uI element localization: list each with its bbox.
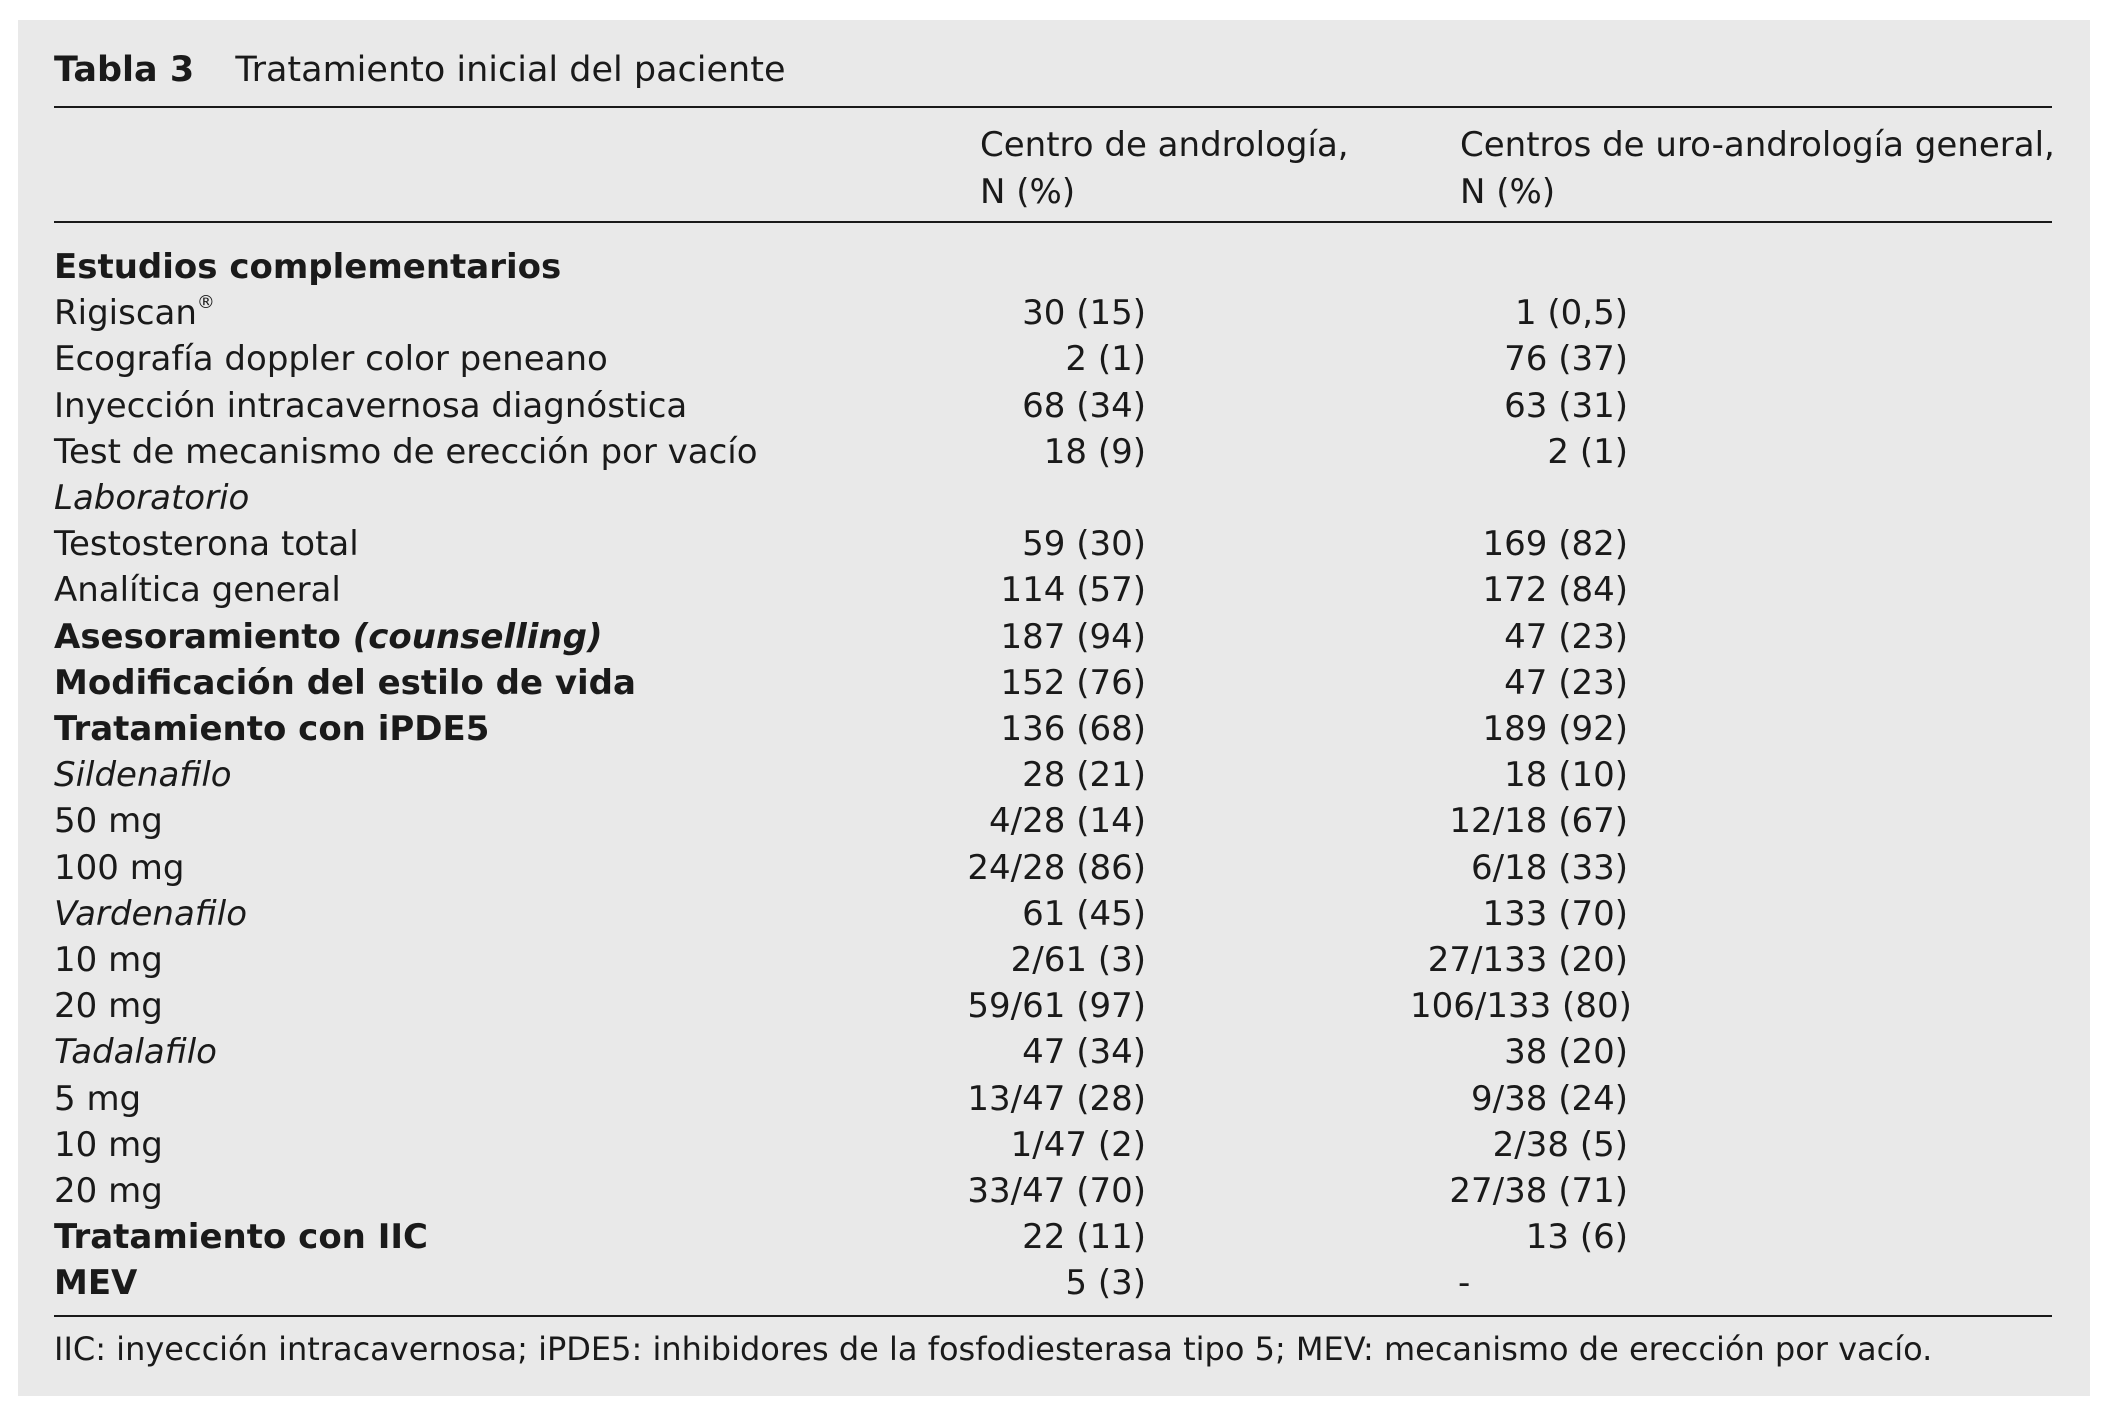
- table-row: [0, 1214, 2108, 1260]
- row-label: Testosterona total: [54, 524, 359, 564]
- row-label: Tratamiento con IIC: [54, 1217, 428, 1257]
- column-header-andrology-line2: N (%): [980, 172, 1076, 212]
- table-row: [0, 798, 2108, 844]
- row-label: Tadalafilo: [54, 1032, 217, 1072]
- row-value-uro-andrology: 2/38 (5): [1492, 1125, 1628, 1165]
- row-value-uro-andrology: -: [1458, 1263, 1471, 1303]
- row-value-andrology: 22 (11): [1022, 1217, 1146, 1257]
- row-value-uro-andrology: 13 (6): [1525, 1217, 1628, 1257]
- column-header-uro-andrology-line1: Centros de uro-andrología general,: [1460, 125, 2055, 165]
- row-label: Rigiscan®: [54, 291, 215, 333]
- row-value-andrology: 13/47 (28): [967, 1079, 1146, 1119]
- row-label: Analítica general: [54, 570, 341, 610]
- row-value-andrology: 2/61 (3): [1010, 940, 1146, 980]
- table-row: [0, 937, 2108, 983]
- row-label: Tratamiento con iPDE5: [54, 709, 490, 749]
- row-value-andrology: 5 (3): [1065, 1263, 1146, 1303]
- row-label: 20 mg: [54, 986, 163, 1026]
- row-value-andrology: 33/47 (70): [967, 1171, 1146, 1211]
- row-label: 5 mg: [54, 1079, 142, 1119]
- table-footnote: IIC: inyección intracavernosa; iPDE5: inhibidores de la fosfodiesterasa tipo 5; MEV: mecanismo de erección por vacío.: [54, 1330, 1933, 1368]
- row-value-uro-andrology: 2 (1): [1547, 432, 1628, 472]
- row-value-uro-andrology: 172 (84): [1482, 570, 1628, 610]
- row-value-uro-andrology: 47 (23): [1504, 617, 1628, 657]
- table-row: [0, 1122, 2108, 1168]
- table-row: [0, 383, 2108, 429]
- row-label: Ecografía doppler color peneano: [54, 339, 608, 379]
- table-label: Tabla 3: [54, 50, 195, 90]
- row-value-uro-andrology: 106/133 (80): [1410, 986, 1632, 1026]
- table-row: [0, 521, 2108, 567]
- row-value-andrology: 4/28 (14): [989, 801, 1146, 841]
- table-title: [54, 48, 785, 92]
- table-row: [0, 1168, 2108, 1214]
- table-row: [0, 614, 2108, 660]
- table-row: [0, 244, 2108, 290]
- row-label: Asesoramiento (counselling): [54, 617, 603, 657]
- row-label: Laboratorio: [54, 478, 250, 518]
- row-value-uro-andrology: 9/38 (24): [1471, 1079, 1628, 1119]
- row-value-uro-andrology: 76 (37): [1504, 339, 1628, 379]
- row-value-uro-andrology: 63 (31): [1504, 386, 1628, 426]
- column-header-andrology-line1: Centro de andrología,: [980, 125, 1349, 165]
- row-label: MEV: [54, 1263, 138, 1303]
- row-value-andrology: 59 (30): [1022, 524, 1146, 564]
- row-value-andrology: 68 (34): [1022, 386, 1146, 426]
- row-label: Inyección intracavernosa diagnóstica: [54, 386, 688, 426]
- row-value-andrology: 61 (45): [1022, 894, 1146, 934]
- row-label: Vardenafilo: [54, 894, 247, 934]
- row-value-andrology: 2 (1): [1065, 339, 1146, 379]
- row-value-andrology: 28 (21): [1022, 755, 1146, 795]
- table-row: [0, 891, 2108, 937]
- row-value-uro-andrology: 133 (70): [1482, 894, 1628, 934]
- row-value-andrology: 136 (68): [1000, 709, 1146, 749]
- row-label: 10 mg: [54, 940, 163, 980]
- row-value-uro-andrology: 27/133 (20): [1427, 940, 1628, 980]
- row-value-andrology: 30 (15): [1022, 293, 1146, 333]
- row-value-uro-andrology: 169 (82): [1482, 524, 1628, 564]
- row-value-uro-andrology: 27/38 (71): [1449, 1171, 1628, 1211]
- row-value-uro-andrology: 47 (23): [1504, 663, 1628, 703]
- table-row: [0, 845, 2108, 891]
- row-label: Sildenafilo: [54, 755, 232, 795]
- table-row: [0, 660, 2108, 706]
- column-header-andrology: [980, 122, 1349, 216]
- row-value-uro-andrology: 1 (0,5): [1514, 293, 1628, 333]
- table-row: [0, 1076, 2108, 1122]
- row-label: 100 mg: [54, 848, 185, 888]
- row-value-andrology: 187 (94): [1000, 617, 1146, 657]
- column-header-uro-andrology: [1460, 122, 2055, 216]
- row-value-andrology: 47 (34): [1022, 1032, 1146, 1072]
- row-label: 20 mg: [54, 1171, 163, 1211]
- row-label: 10 mg: [54, 1125, 163, 1165]
- table-row: [0, 706, 2108, 752]
- table-row: [0, 475, 2108, 521]
- row-label: Modificación del estilo de vida: [54, 663, 636, 703]
- bottom-rule: [54, 1315, 2052, 1317]
- table-row: [0, 1029, 2108, 1075]
- table-caption: Tratamiento inicial del paciente: [235, 50, 786, 90]
- table-row: [0, 752, 2108, 798]
- row-value-uro-andrology: 189 (92): [1482, 709, 1628, 749]
- table-row: [0, 567, 2108, 613]
- table-row: [0, 290, 2108, 336]
- table-row: [0, 429, 2108, 475]
- row-value-uro-andrology: 18 (10): [1504, 755, 1628, 795]
- row-value-uro-andrology: 6/18 (33): [1471, 848, 1628, 888]
- row-value-andrology: 18 (9): [1043, 432, 1146, 472]
- row-label: 50 mg: [54, 801, 163, 841]
- top-rule: [54, 106, 2052, 108]
- row-label: Test de mecanismo de erección por vacío: [54, 432, 758, 472]
- row-value-andrology: 152 (76): [1000, 663, 1146, 703]
- row-value-andrology: 1/47 (2): [1010, 1125, 1146, 1165]
- row-value-uro-andrology: 38 (20): [1504, 1032, 1628, 1072]
- row-value-andrology: 114 (57): [1000, 570, 1146, 610]
- row-value-andrology: 59/61 (97): [967, 986, 1146, 1026]
- table-row: [0, 336, 2108, 382]
- table-row: [0, 1260, 2108, 1306]
- row-label: Estudios complementarios: [54, 247, 562, 287]
- column-header-uro-andrology-line2: N (%): [1460, 172, 1556, 212]
- row-value-uro-andrology: 12/18 (67): [1449, 801, 1628, 841]
- row-value-andrology: 24/28 (86): [967, 848, 1146, 888]
- table-row: [0, 983, 2108, 1029]
- header-rule: [54, 221, 2052, 223]
